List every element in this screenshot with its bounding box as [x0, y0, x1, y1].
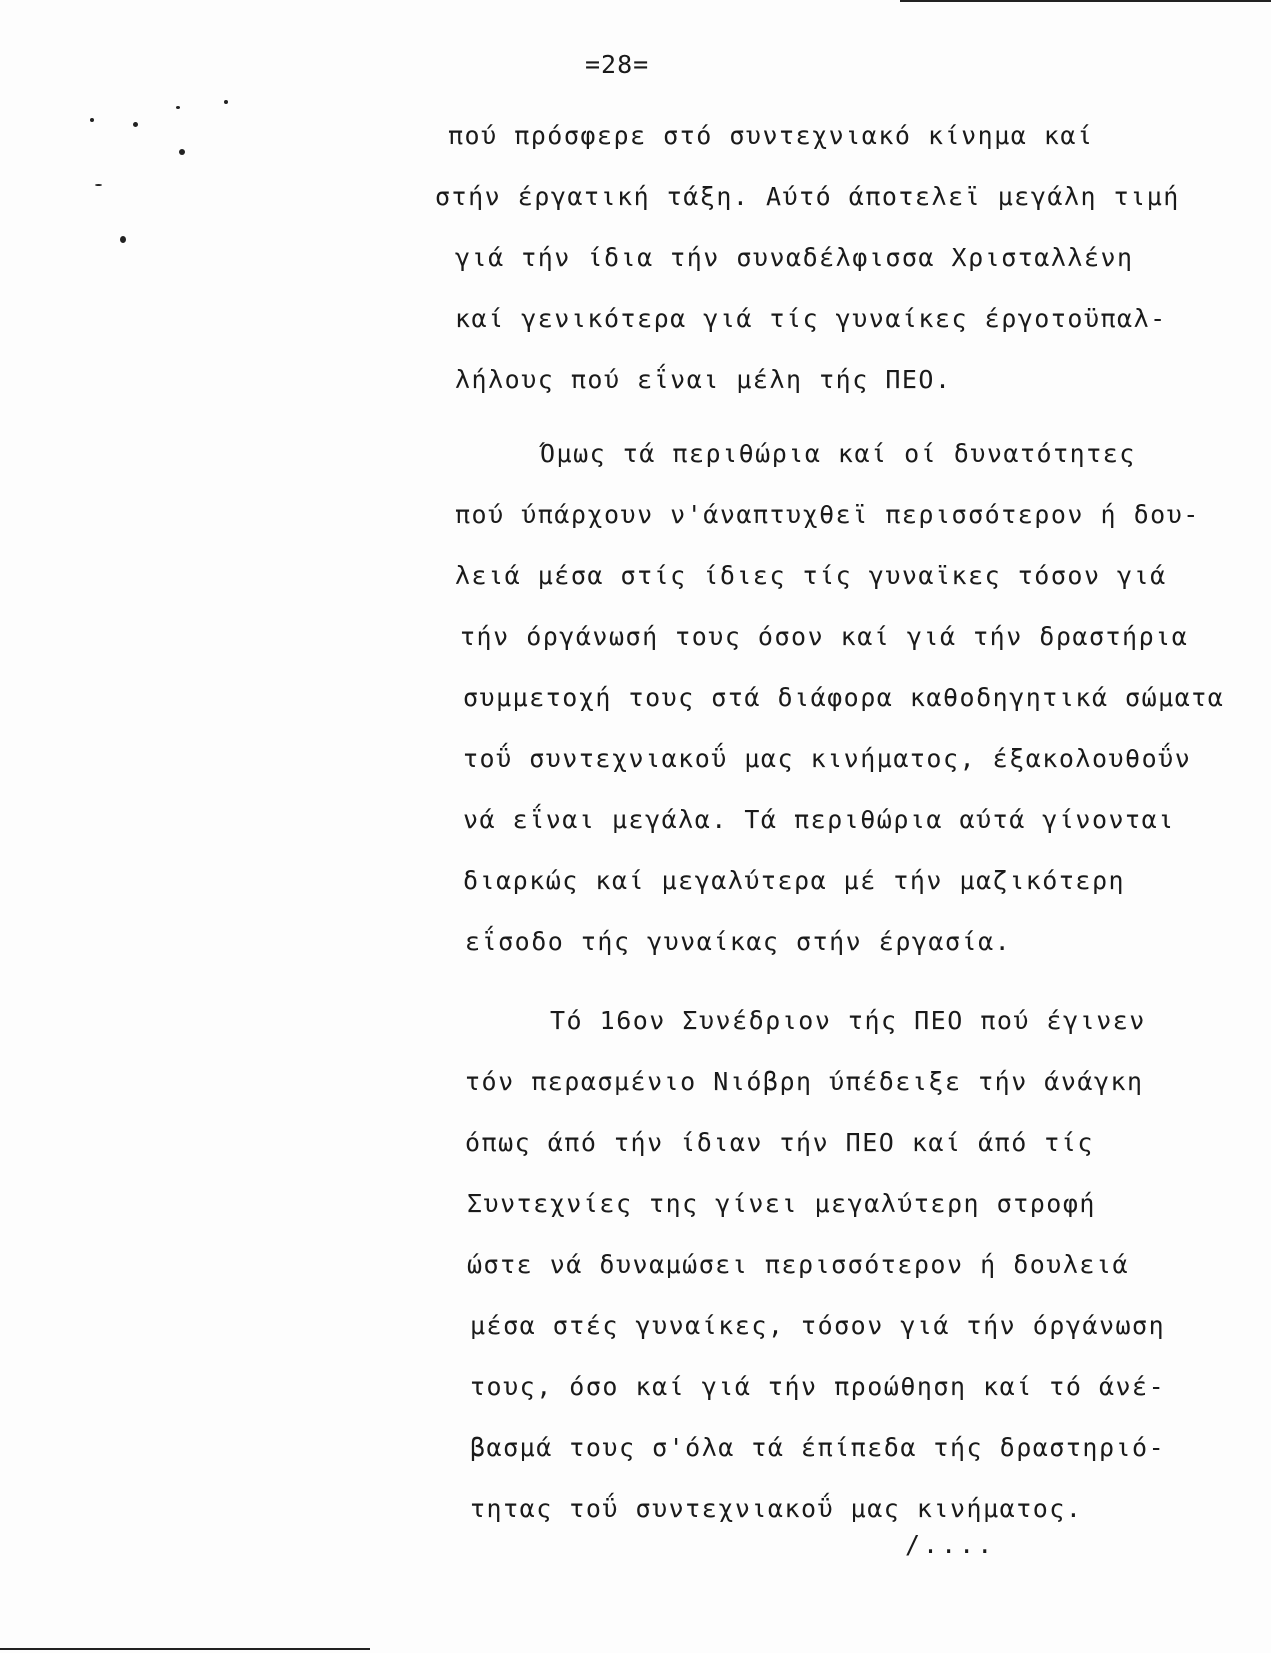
text-line: Τό 16ον Συνέδριον τής ΠΕΟ πού έγινεν	[550, 1006, 1146, 1035]
scan-speck	[95, 184, 102, 186]
page-number: =28=	[585, 50, 650, 79]
text-line: τητας τοΰ συντεχνιακοΰ μας κινήματος.	[470, 1494, 1083, 1523]
text-line: μέσα στές γυναίκες, τόσον γιά τήν όργάνωση	[470, 1311, 1166, 1340]
text-line: βασμά τους σ'όλα τά έπίπεδα τής δραστηριό-	[470, 1433, 1166, 1462]
text-line: τήν όργάνωσή τους όσον καί γιά τήν δραστήρια	[460, 622, 1189, 651]
text-line: νά εΐναι μεγάλα. Τά περιθώρια αύτά γίνονται	[463, 805, 1175, 834]
bottom-edge-rule	[0, 1648, 370, 1650]
text-line: καί γενικότερα γιά τίς γυναίκες έργοτοϋπαλ-	[455, 304, 1167, 333]
scan-speck	[224, 100, 228, 104]
text-line: όπως άπό τήν ίδιαν τήν ΠΕΟ καί άπό τίς	[465, 1128, 1094, 1157]
text-line: τους, όσο καί γιά τήν προώθηση καί τό άνέ-	[470, 1372, 1166, 1401]
text-line: πού ύπάρχουν ν'άναπτυχθεϊ περισσότερον ή δου-	[455, 500, 1200, 529]
paragraph-3	[430, 990, 1230, 1539]
text-line: πού πρόσφερε στό συντεχνιακό κίνημα καί	[448, 121, 1094, 150]
scan-speck	[120, 236, 126, 243]
text-line: στήν έργατική τάξη. Αύτό άποτελεϊ μεγάλη τιμή	[435, 182, 1180, 211]
scan-speck	[90, 118, 94, 122]
paragraph-1	[430, 105, 1230, 410]
text-line: συμμετοχή τους στά διάφορα καθοδηγητικά σώματα	[463, 683, 1225, 712]
text-line: λήλους πού εΐναι μέλη τής ΠΕΟ.	[455, 365, 952, 394]
text-line: εΐσοδο τής γυναίκας στήν έργασία.	[465, 927, 1012, 956]
text-line: διαρκώς καί μεγαλύτερα μέ τήν μαζικότερη	[463, 866, 1126, 895]
text-line: Όμως τά περιθώρια καί οί δυνατότητες	[540, 439, 1136, 468]
text-line: τόν περασμένιο Νιόβρη ύπέδειξε τήν άνάγκη	[465, 1067, 1144, 1096]
top-edge-rule	[900, 0, 1271, 2]
text-line: τοΰ συντεχνιακοΰ μας κινήματος, έξακολουθοΰν	[463, 744, 1192, 773]
paragraph-2	[430, 423, 1230, 972]
text-line: γιά τήν ίδια τήν συναδέλφισσα Χρισταλλένη	[455, 243, 1134, 272]
continuation-mark: /....	[905, 1530, 996, 1559]
text-line: λειά μέσα στίς ίδιες τίς γυναϊκες τόσον γιά	[455, 561, 1167, 590]
text-line: Συντεχνίες της γίνει μεγαλύτερη στροφή	[467, 1189, 1096, 1218]
scan-speck	[176, 106, 180, 109]
scan-speck	[133, 122, 138, 127]
scan-speck	[179, 149, 185, 155]
text-line: ώστε νά δυναμώσει περισσότερον ή δουλειά	[467, 1250, 1130, 1279]
